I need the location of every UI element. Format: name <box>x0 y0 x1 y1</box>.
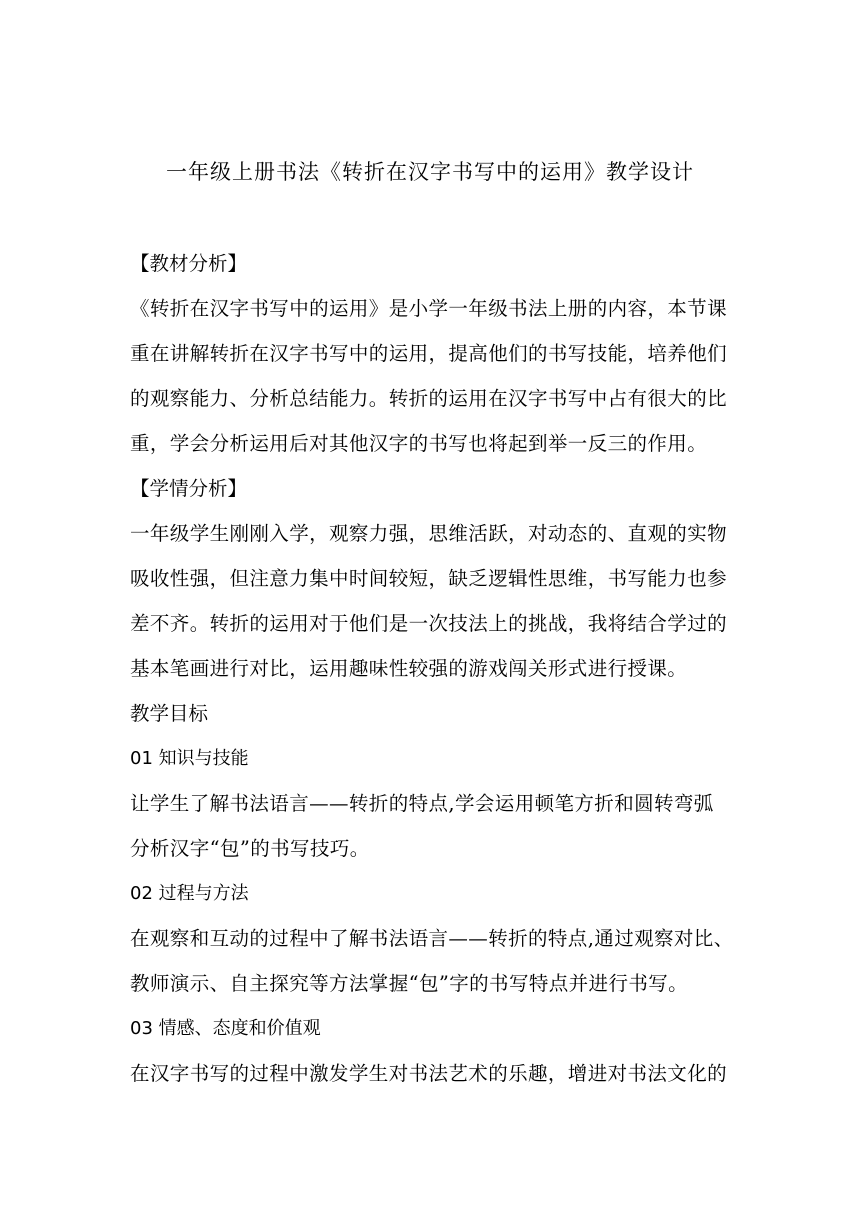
paragraph-line: 让学生了解书法语言——转折的特点,学会运用顿笔方折和圆转弯弧 <box>130 792 714 815</box>
teaching-goals-heading: 教学目标 <box>130 702 209 725</box>
student-analysis-heading: 【学情分析】 <box>130 477 248 500</box>
goal-emotion-heading: 03 情感、态度和价值观 <box>130 1018 321 1039</box>
paragraph-line: 在观察和互动的过程中了解书法语言——转折的特点,通过观察对比、 <box>130 927 734 950</box>
paragraph-line: 的观察能力、分析总结能力。转折的运用在汉字书写中占有很大的比 <box>130 387 728 410</box>
paragraph-line: 分析汉字“包”的书写技巧。 <box>130 837 370 860</box>
paragraph-line: 《转折在汉字书写中的运用》是小学一年级书法上册的内容，本节课 <box>130 297 728 320</box>
paragraph-line: 重，学会分析运用后对其他汉字的书写也将起到举一反三的作用。 <box>130 432 708 455</box>
paragraph-line: 教师演示、自主探究等方法掌握“包”字的书写特点并进行书写。 <box>130 972 689 995</box>
goal-process-heading: 02 过程与方法 <box>130 883 249 904</box>
paragraph-line: 在汉字书写的过程中激发学生对书法艺术的乐趣，增进对书法文化的 <box>130 1062 728 1085</box>
paragraph-line: 差不齐。转折的运用对于他们是一次技法上的挑战，我将结合学过的 <box>130 612 728 635</box>
document-body <box>130 241 750 1096</box>
goal-process-paragraph <box>130 916 750 1006</box>
document-title: 一年级上册书法《转折在汉字书写中的运用》教学设计 <box>166 160 694 184</box>
paragraph-line: 一年级学生刚刚入学，观察力强，思维活跃，对动态的、直观的实物 <box>130 522 728 545</box>
paragraph-line: 基本笔画进行对比，运用趣味性较强的游戏闯关形式进行授课。 <box>130 657 688 680</box>
paragraph-line: 重在讲解转折在汉字书写中的运用，提高他们的书写技能，培养他们 <box>130 342 728 365</box>
textbook-analysis-heading: 【教材分析】 <box>130 252 248 275</box>
textbook-analysis-paragraph <box>130 286 750 466</box>
student-analysis-paragraph <box>130 511 750 691</box>
goal-knowledge-paragraph <box>130 781 750 871</box>
goal-emotion-paragraph <box>130 1051 750 1096</box>
paragraph-line: 吸收性强，但注意力集中时间较短，缺乏逻辑性思维，书写能力也参 <box>130 567 728 590</box>
goal-knowledge-heading: 01 知识与技能 <box>130 748 249 769</box>
